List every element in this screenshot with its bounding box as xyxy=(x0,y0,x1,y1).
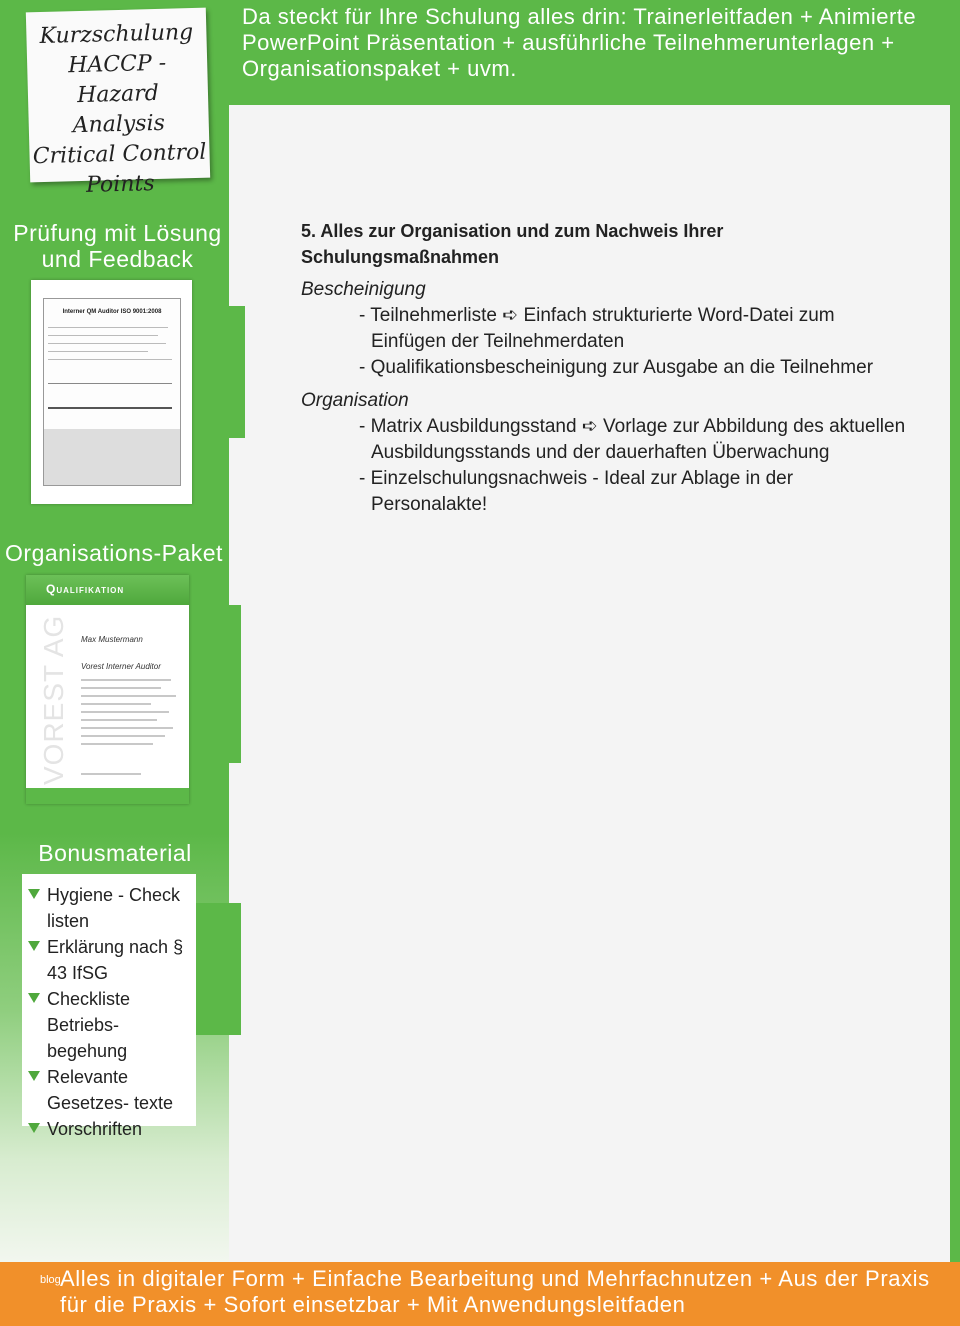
list-item xyxy=(28,882,196,934)
triangle-bullet-icon xyxy=(28,993,40,1003)
text-line xyxy=(48,335,158,336)
list-item-label: Checkliste Betriebs- begehung xyxy=(47,989,131,1061)
section-tab xyxy=(194,903,241,1035)
certificate-thumbnail xyxy=(26,575,189,804)
exam-document-thumbnail xyxy=(31,280,192,504)
divider-line xyxy=(48,383,172,384)
org-heading: Organisations-Paket xyxy=(5,540,223,566)
note-line: Hazard Analysis xyxy=(72,80,166,139)
main-content xyxy=(301,218,911,518)
text-line xyxy=(81,679,171,681)
text-line xyxy=(81,695,176,697)
list-item xyxy=(28,934,196,986)
text-line xyxy=(48,343,166,344)
certificate-watermark: VOREST AG xyxy=(38,614,69,785)
triangle-bullet-icon xyxy=(28,1123,40,1133)
section-tab xyxy=(190,306,245,438)
group-title: Organisation xyxy=(301,390,409,411)
exam-heading: Prüfung mit Lösung und Feedback xyxy=(13,220,222,272)
document-title: Interner QM Auditor ISO 9001:2008 xyxy=(62,309,162,315)
table-block xyxy=(44,429,180,485)
text-line xyxy=(81,727,173,729)
note-line: HACCP - xyxy=(67,50,167,79)
footer-banner xyxy=(0,1262,960,1326)
divider-line xyxy=(48,407,172,409)
note-line: Critical Control xyxy=(32,139,207,170)
group-title: Bescheinigung xyxy=(301,279,426,300)
text-line xyxy=(48,351,148,352)
list-item: - Qualifikationsbescheinigung zur Ausgabe an die Teilnehmer xyxy=(359,357,874,378)
document-page xyxy=(43,298,181,486)
text-line xyxy=(81,719,157,721)
list-item-label: Hygiene - Check listen xyxy=(47,885,181,931)
list-item: - Matrix Ausbildungsstand ➪ Vorlage zur Abbildung des aktuellen Ausbildungsstands und der dauerhaften Überwachung xyxy=(359,416,906,463)
text-line xyxy=(81,735,165,737)
list-item xyxy=(28,1116,196,1142)
text-line xyxy=(81,743,153,745)
triangle-bullet-icon xyxy=(28,941,40,951)
right-border xyxy=(950,105,960,1262)
list-item: - Einzelschulungsnachweis - Ideal zur Ablage in der Personalakte! xyxy=(359,468,794,515)
signature-line xyxy=(81,773,141,775)
certificate-name: Max Mustermann xyxy=(81,635,143,644)
bonus-heading: Bonusmaterial xyxy=(38,840,192,866)
list-item-label: Vorschriften xyxy=(47,1119,143,1139)
intro-text: Da steckt für Ihre Schulung alles drin: Trainerleitfaden + Animierte PowerPoint Präsentation + ausführliche Teilnehmerunterlagen + Organisationspaket + uvm. xyxy=(242,4,917,81)
text-line xyxy=(48,359,172,360)
section-title: 5. Alles zur Organisation und zum Nachweis Ihrer Schulungsmaßnahmen xyxy=(301,221,724,267)
certificate-role: Vorest Interner Auditor xyxy=(81,662,161,671)
list-item xyxy=(28,986,196,1064)
text-line xyxy=(48,327,168,328)
title-note xyxy=(26,8,210,198)
list-item xyxy=(28,1064,196,1116)
footer-text: Alles in digitaler Form + Einfache Bearbeitung und Mehrfachnutzen + Aus der Praxis für die Praxis + Sofort einsetzbar + Mit Anwendungsleitfaden xyxy=(60,1266,930,1317)
list-item: - Teilnehmerliste ➪ Einfach strukturierte Word-Datei zum Einfügen der Teilnehmerdaten xyxy=(359,305,835,352)
triangle-bullet-icon xyxy=(28,889,40,899)
text-line xyxy=(81,687,161,689)
triangle-bullet-icon xyxy=(28,1071,40,1081)
note-line: Kurzschulung xyxy=(39,20,194,50)
text-line xyxy=(81,703,151,705)
blog-tag: blog xyxy=(40,1274,61,1286)
note-line: Points xyxy=(85,171,155,198)
text-line xyxy=(81,711,169,713)
list-item-label: Erklärung nach § 43 IfSG xyxy=(47,937,184,983)
section-tab xyxy=(188,605,241,763)
list-item-label: Relevante Gesetzes- texte xyxy=(47,1067,174,1113)
certificate-title: Qualifikation xyxy=(46,582,125,596)
bonus-list xyxy=(22,874,196,1139)
certificate-footer xyxy=(26,788,189,804)
